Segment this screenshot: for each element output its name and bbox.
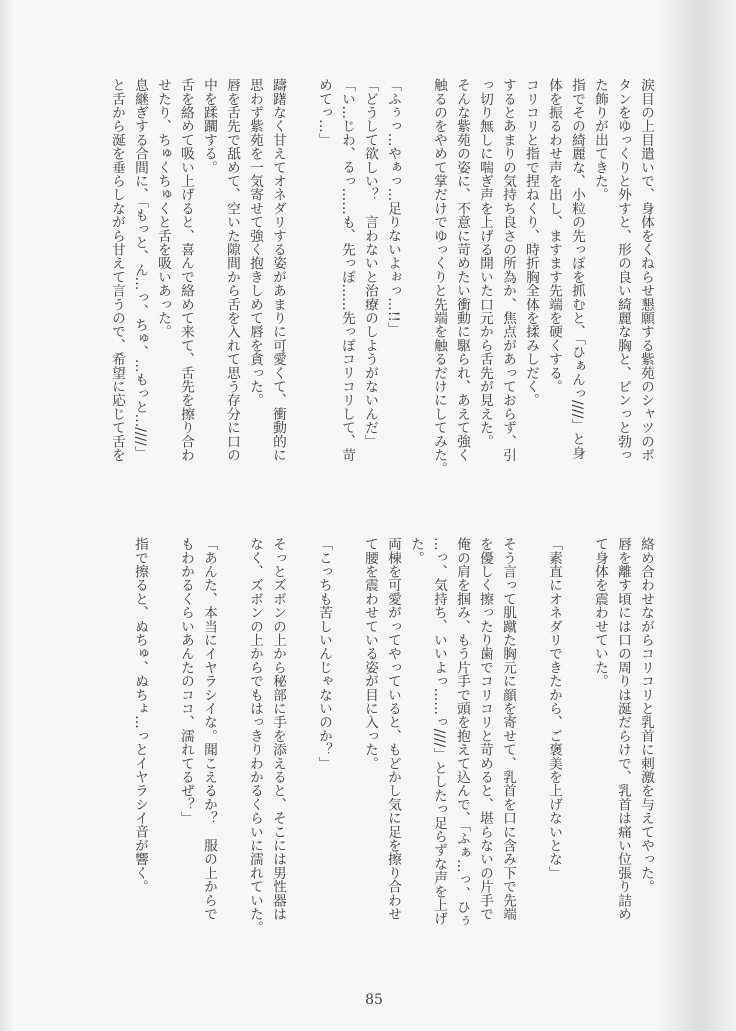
text-column: 息継ぎする合間に、「もっと、ん…っ、ちゅ、…もっと…////」 — [132, 78, 148, 460]
text-column: 「素直にオネダリできたから、ご褒美を上げないとな」 — [546, 537, 562, 880]
text-column: 「い…じわ、るっ……も、先っぽ……先っぽコリコリして、苛 — [339, 78, 355, 462]
text-column: …っ、気持ち、いいよっ……っ////」としたっ足らずな声を上げ — [431, 537, 447, 926]
blank-column — [565, 537, 588, 957]
text-column: 「ふぅっ…やぁっ…足りないよぉっ…!!」 — [385, 78, 401, 336]
text-column: 躊躇なく甘えてオネダリする姿があまりに可愛くて、衝動的に — [270, 78, 286, 462]
text-column: そっとズボンの上から秘部に手を添えると、そこには男性器は — [270, 537, 286, 921]
text-column: て腰を震わせている姿が目に入った。 — [362, 537, 378, 770]
blank-column — [220, 537, 243, 957]
text-column: 唇を離す頃には口の周りは涎だらけで、乳首は痛い位張り詰め — [615, 537, 631, 921]
text-block-top — [105, 78, 657, 498]
text-column: タンをゆっくりと外すと、形の良い綺麗な胸と、ピンっと勃っ — [615, 78, 631, 462]
text-column: 「どうして欲しい？ 言わないと治療のしようがないんだ」 — [362, 78, 378, 448]
text-column: 「あんた、本当にイヤラシイな。聞こえるか？ 服の上からで — [201, 537, 217, 921]
text-column: するとあまりの気持ち良さの所為か、焦点があっておらず、引 — [500, 78, 516, 462]
text-column: せたり、ちゅくちゅくと舌を吸いあった。 — [155, 78, 171, 339]
text-column: 俺の肩を掴み、もう片手で頭を抱えて込んで、「ふぁ…っ、ひぅ — [454, 537, 470, 928]
text-column: を優しく擦ったり歯でコリコリと苛めると、堪らないの片手で — [477, 537, 493, 921]
page-left-edge-shadow — [0, 0, 14, 1031]
text-column: 涙目の上目遣いで、身体をくねらせ懇願する紫苑のシャツのボ — [638, 78, 654, 462]
text-column: 思わず紫苑を一気寄せて強く抱きしめて唇を貪った。 — [247, 78, 263, 407]
blank-column — [335, 537, 358, 957]
text-block-bottom — [128, 537, 657, 957]
text-column: コリコリと指で捏ねくり、時折胸全体を揉みしだく。 — [523, 78, 539, 407]
text-column: なく、ズボンの上からでもはっきりわかるくらいに濡れていた。 — [247, 537, 263, 935]
blank-column — [404, 78, 427, 498]
text-column: 唇を舌先で舐めて、空いた隙間から舌を入れて思う存分に口の — [224, 78, 240, 462]
blank-column — [151, 537, 174, 957]
text-column: た。 — [408, 537, 424, 565]
text-column: て身体を震わせていた。 — [592, 537, 608, 688]
text-column: 絡め合わせながらコリコリと乳首に刺激を与えてやった。 — [638, 537, 654, 894]
text-column: 中を蹂躙する。 — [201, 78, 217, 174]
text-column: と舌から涎を垂らしながら甘えて言うので、希望に応じて舌を — [109, 78, 125, 462]
text-column: 指でその綺麗な、小粒の先っぽを抓むと、「ひぁんっ////」と身 — [569, 78, 585, 460]
text-column: 両棟を可愛がってやっていると、もどかし気に足を擦り合わせ — [385, 537, 401, 921]
text-column: もわかるくらいあんたのココ、濡れてるぜ？」 — [178, 537, 194, 825]
text-column: 指で擦ると、ぬちゅ、ぬちょ…っとイヤラシイ音が響く。 — [132, 537, 148, 894]
text-column: そう言って肌蹴た胸元に顔を寄せて、乳首を口に含み下で先端 — [500, 537, 516, 921]
text-column: めてっ…」 — [316, 78, 332, 147]
text-column: そんな紫苑の姿に、不意に苛めたい衝動に駆られ、あえて強く — [454, 78, 470, 462]
text-column: 「こっちも苦しいんじゃないのか？」 — [316, 537, 332, 770]
text-column: た飾りが出てきた。 — [592, 78, 608, 202]
text-column: っ切り無しに喘ぎ声を上げる開いた口元から舌先が見えた。 — [477, 78, 493, 448]
blank-column — [289, 537, 312, 957]
blank-column — [519, 537, 542, 957]
text-column: 触るのをやめて掌だけでゆっくりと先端を触るだけにしてみた。 — [431, 78, 447, 476]
page-binding-shadow — [656, 0, 736, 1031]
page-number: 85 — [365, 992, 383, 1008]
text-column: 舌を絡めて吸い上げると、喜んで絡めて来て、舌先を擦り合わ — [178, 78, 194, 462]
text-column: 体を振るわせ声を出し、ますます先端を硬くする。 — [546, 78, 562, 394]
blank-column — [289, 78, 312, 498]
